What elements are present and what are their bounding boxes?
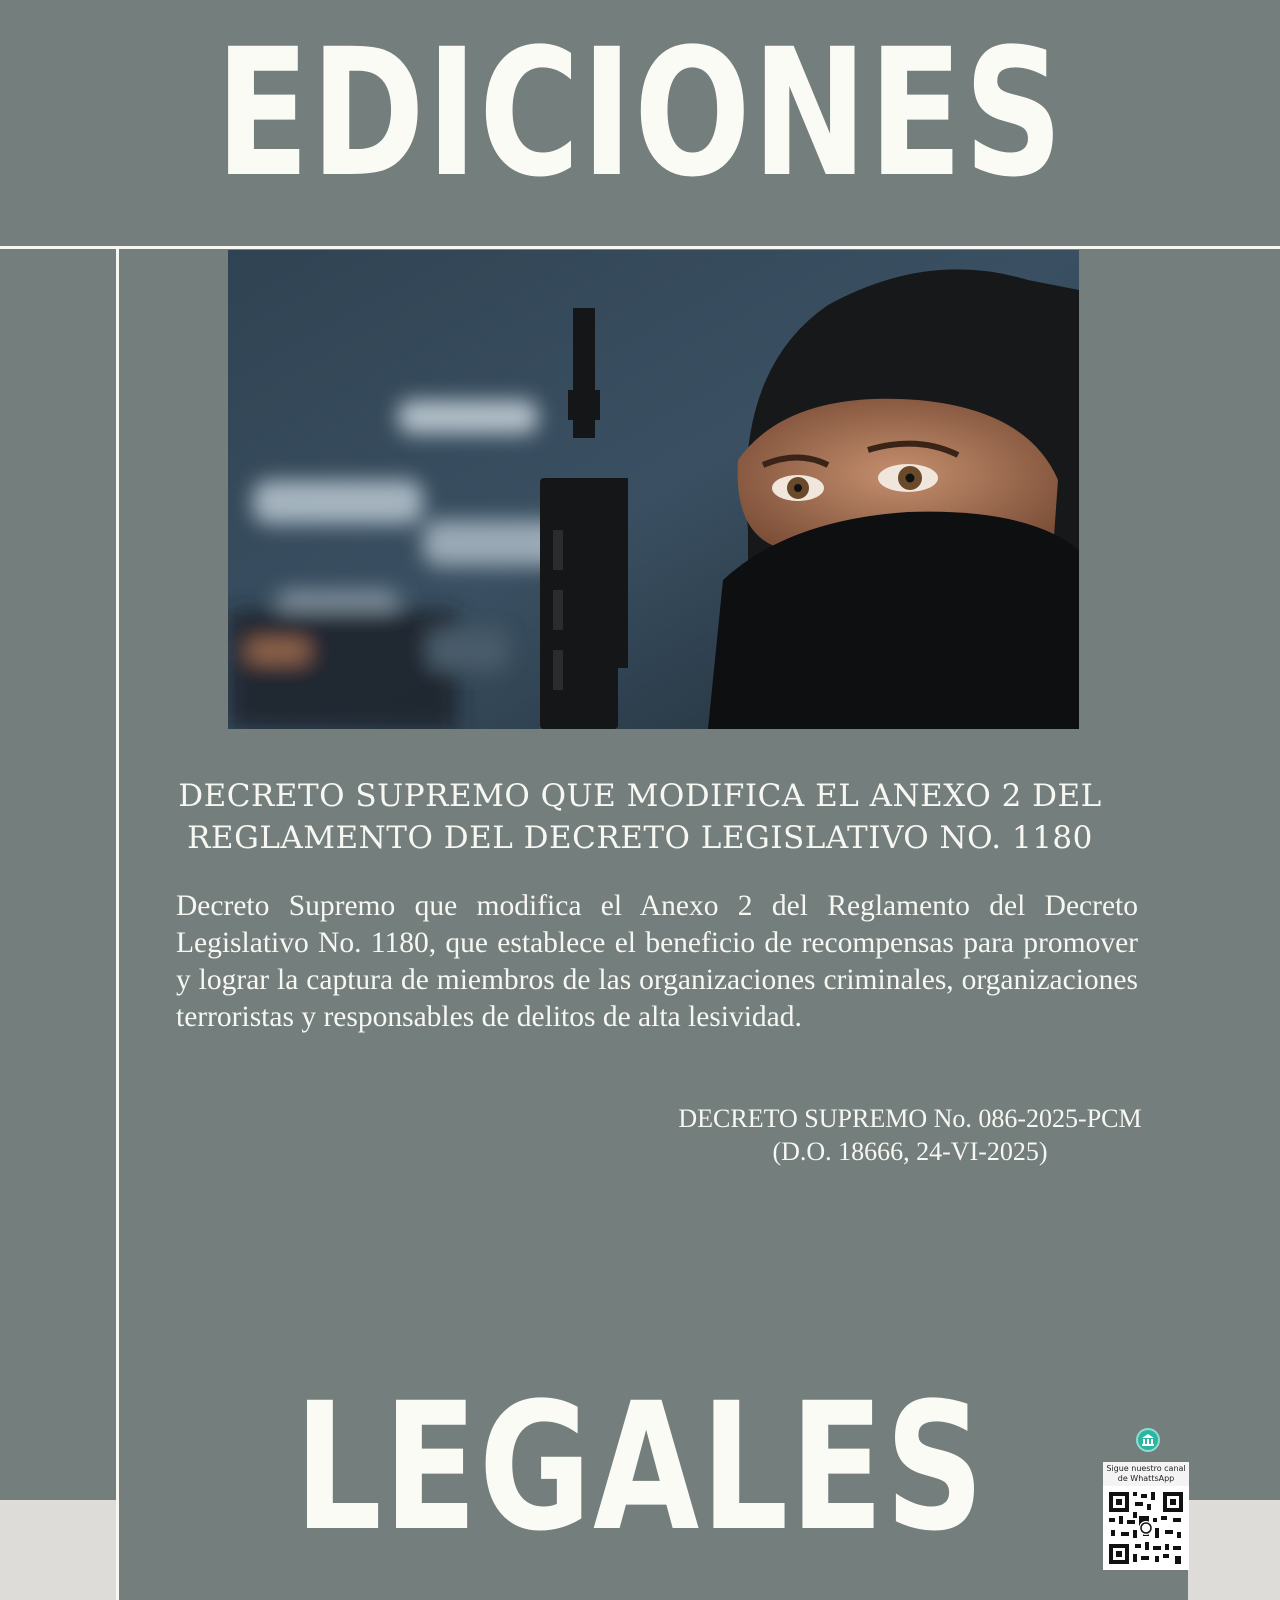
vertical-divider bbox=[116, 246, 119, 1600]
corner-block-left bbox=[0, 1500, 116, 1600]
headline: DECRETO SUPREMO QUE MODIFICA EL ANEXO 2 DEL REGLAMENTO DEL DECRETO LEGISLATIVO NO. 1180 bbox=[178, 778, 1102, 856]
citation bbox=[560, 1102, 1260, 1168]
horizontal-divider bbox=[0, 246, 1280, 249]
summary-paragraph: Decreto Supremo que modifica el Anexo 2 del Reglamento del Decreto Legislativo No. 1180, que establece el beneficio de recompensas para promover y lograr la captura de miembros de las organizaciones criminales, organizaciones terroristas y responsables de delitos de alta lesividad. bbox=[176, 890, 1138, 1033]
masked-person-with-rifle-photo bbox=[228, 250, 1079, 729]
qr-caption: Sigue nuestro canal de WhattsApp bbox=[1103, 1462, 1189, 1486]
qr-code[interactable] bbox=[1103, 1486, 1189, 1570]
courthouse-icon bbox=[1136, 1428, 1160, 1452]
brand-title-bottom: LEGALES bbox=[294, 1365, 986, 1570]
whatsapp-qr-card[interactable] bbox=[1103, 1428, 1189, 1570]
brand-title-top: EDICIONES bbox=[215, 11, 1065, 216]
citation-gazette: (D.O. 18666, 24-VI-2025) bbox=[772, 1137, 1048, 1166]
masthead bbox=[0, 0, 1280, 246]
citation-decree: DECRETO SUPREMO No. 086-2025-PCM bbox=[678, 1104, 1142, 1133]
corner-block-right bbox=[1188, 1500, 1280, 1600]
